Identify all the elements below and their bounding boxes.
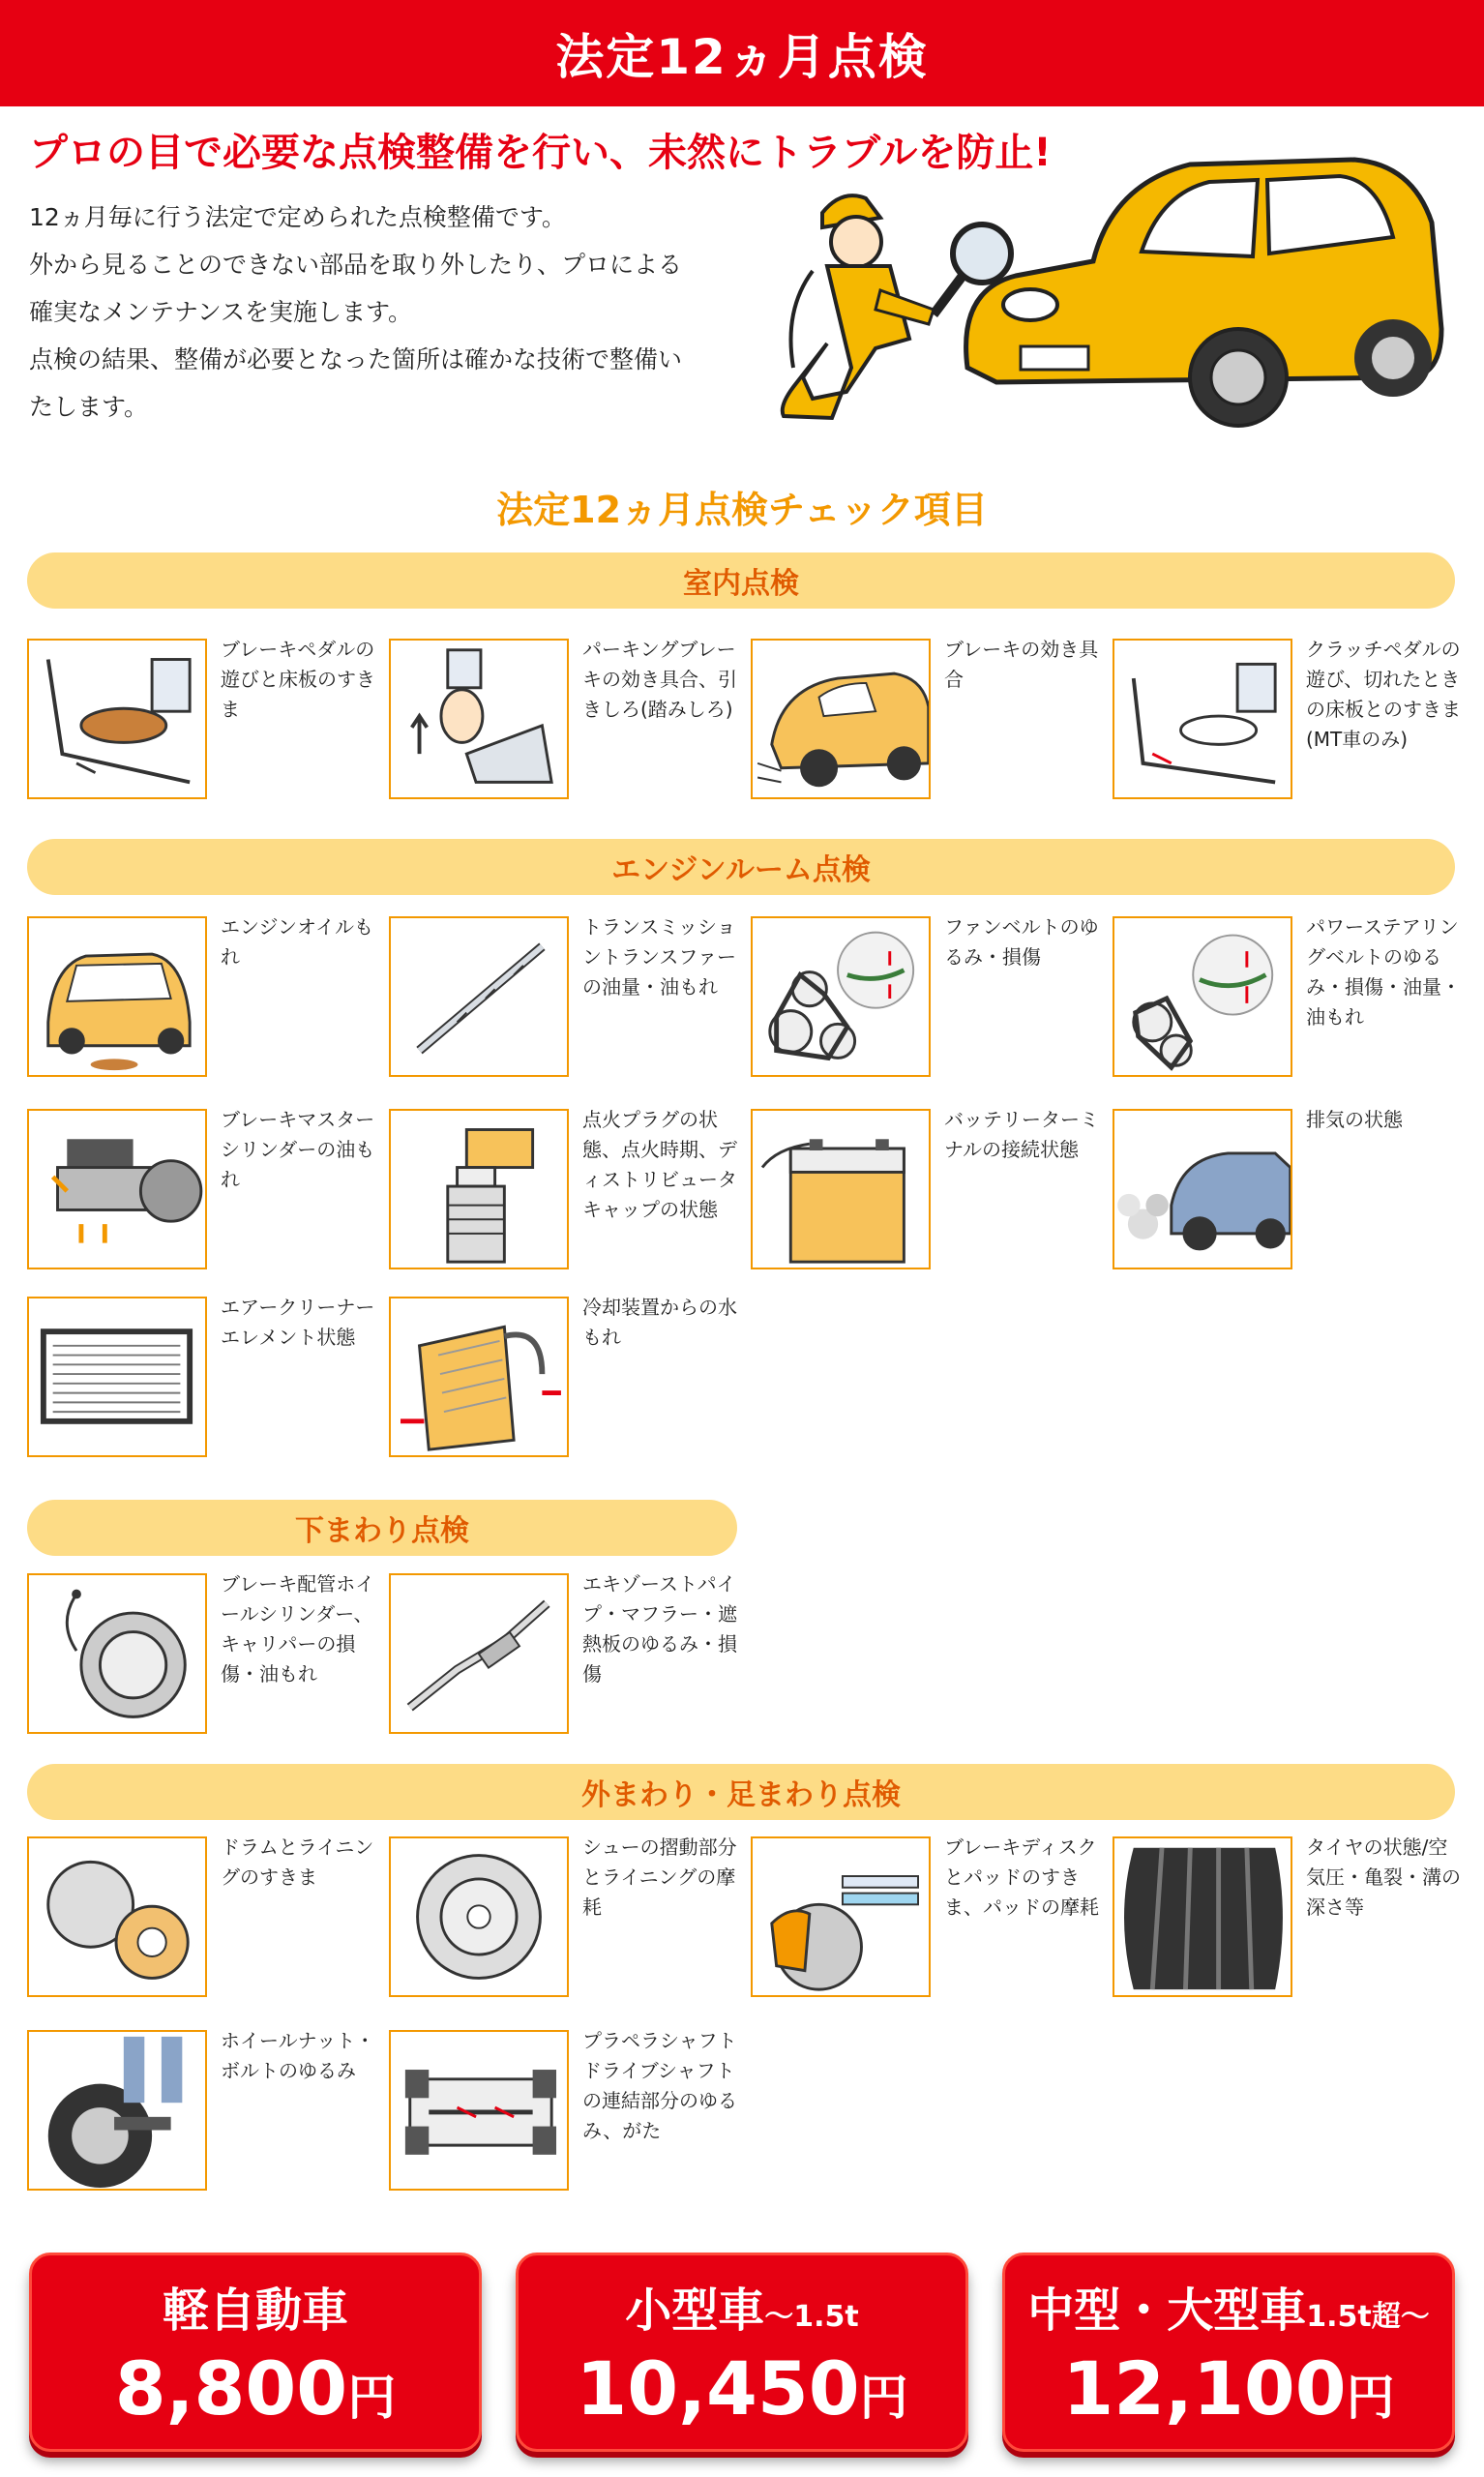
check-item-label: ブレーキマスターシリンダーの油もれ — [221, 1108, 375, 1191]
check-item — [1113, 1109, 1466, 1273]
check-item-label: トランスミッショントランスファーの油量・油もれ — [582, 915, 736, 999]
check-item — [27, 639, 380, 803]
amount-unit: 円 — [1346, 2370, 1395, 2426]
check-item-label: タイヤの状態/空気圧・亀裂・溝の深さ等 — [1306, 1835, 1461, 1919]
amount-unit: 円 — [347, 2370, 397, 2426]
category-name: 中型・大型車 — [1027, 2283, 1307, 2338]
check-item-label: エキゾーストパイプ・マフラー・遮熱板のゆるみ・損傷 — [582, 1572, 737, 1686]
check-item-label: 排気の状態 — [1306, 1108, 1403, 1131]
check-item-label: ドラムとライニングのすきま — [221, 1835, 374, 1889]
check-item-label: エンジンオイルもれ — [221, 915, 373, 969]
car-braking-icon — [751, 639, 931, 799]
price-card-small — [516, 2253, 968, 2452]
price-category — [32, 2273, 479, 2340]
amount-value: 12,100 — [1062, 2345, 1347, 2432]
check-item — [27, 916, 380, 1081]
check-item — [389, 1573, 742, 1738]
fan-belt-icon — [751, 916, 931, 1077]
brake-pedal-icon — [27, 639, 207, 799]
radiator-icon — [389, 1297, 569, 1457]
air-filter-icon — [27, 1297, 207, 1457]
brake-drum-icon — [27, 1573, 207, 1734]
check-item — [751, 1109, 1104, 1273]
check-item — [389, 639, 742, 803]
intro-line: 確実なメンテナンスを実施します。 — [29, 298, 413, 326]
check-item-label: バッテリーターミナルの接続状態 — [944, 1108, 1099, 1161]
check-item — [27, 1297, 380, 1461]
check-item — [389, 1109, 742, 1273]
parking-brake-icon — [389, 639, 569, 799]
check-item-label: ブレーキ配管ホイールシリンダー、キャリパーの損傷・油もれ — [221, 1572, 375, 1686]
intro-line: 外から見ることのできない部品を取り外したり、プロによる — [29, 251, 683, 279]
dipstick-icon — [389, 916, 569, 1077]
category-sub: 〜1.5t — [764, 2300, 859, 2334]
clutch-pedal-icon — [1113, 639, 1292, 799]
check-item — [1113, 916, 1466, 1081]
section-title: 室内点検 — [683, 567, 799, 601]
intro-text — [29, 194, 745, 431]
check-item — [389, 2030, 742, 2194]
price-amount — [32, 2345, 479, 2432]
mechanic-car-illustration — [774, 145, 1451, 445]
check-item — [27, 1836, 380, 2001]
check-item — [389, 916, 742, 1081]
category-name: 軽自動車 — [162, 2283, 348, 2338]
checklist-title: 法定12ヵ月点検チェック項目 — [496, 489, 988, 531]
exhaust-pipe-icon — [389, 1573, 569, 1734]
check-item-label: 冷却装置からの水もれ — [582, 1296, 737, 1349]
amount-value: 10,450 — [576, 2345, 860, 2432]
price-amount — [519, 2345, 965, 2432]
check-item — [751, 639, 1104, 803]
brake-shoe-icon — [389, 1836, 569, 1997]
intro-line: たします。 — [29, 393, 149, 421]
section-header-exterior — [27, 1764, 1455, 1820]
check-item — [27, 1573, 380, 1738]
check-item-label: プラペラシャフトドライブシャフトの連結部分のゆるみ、がた — [582, 2029, 737, 2142]
oil-leak-car-icon — [27, 916, 207, 1077]
check-item-label: ブレーキの効き具合 — [944, 638, 1099, 691]
drum-lining-icon — [27, 1836, 207, 1997]
section-header-undercarriage — [27, 1500, 737, 1556]
price-card-medium-large — [1002, 2253, 1455, 2452]
check-item — [27, 1109, 380, 1273]
check-item-label: ブレーキディスクとパッドのすきま、パッドの摩耗 — [944, 1835, 1099, 1919]
check-item-label: クラッチペダルの遊び、切れたときの床板とのすきま(MT車のみ) — [1306, 638, 1461, 751]
price-category — [1005, 2273, 1452, 2340]
check-item — [389, 1297, 742, 1461]
check-item — [27, 2030, 380, 2194]
check-item — [1113, 639, 1466, 803]
check-item-label: 点火プラグの状態、点火時期、ディストリビュータキャップの状態 — [582, 1108, 737, 1221]
check-item-label: パーキングブレーキの効き具合、引きしろ(踏みしろ) — [582, 638, 737, 721]
battery-icon — [751, 1109, 931, 1269]
section-title: 下まわり点検 — [295, 1514, 469, 1548]
check-item — [389, 1836, 742, 2001]
disc-brake-icon — [751, 1836, 931, 1997]
section-title: 外まわり・足まわり点検 — [581, 1778, 901, 1812]
section-header-interior — [27, 552, 1455, 609]
headline: プロの目で必要な点検整備を行い、未然にトラブルを防止! — [29, 131, 1052, 175]
master-cylinder-icon — [27, 1109, 207, 1269]
drive-shaft-icon — [389, 2030, 569, 2191]
check-item-label: ブレーキペダルの遊びと床板のすきま — [221, 638, 375, 721]
category-name: 小型車 — [625, 2283, 765, 2338]
intro-line: 12ヵ月毎に行う法定で定められた点検整備です。 — [29, 203, 566, 231]
page-banner — [0, 0, 1484, 106]
check-item-label: シューの摺動部分とライニングの摩耗 — [582, 1835, 737, 1919]
intro-line: 点検の結果、整備が必要となった箇所は確かな技術で整備い — [29, 345, 683, 373]
check-item — [751, 916, 1104, 1081]
page-title: 法定12ヵ月点検 — [555, 29, 929, 85]
check-item-label: パワーステアリングベルトのゆるみ・損傷・油量・油もれ — [1306, 915, 1461, 1029]
price-card-kei — [29, 2253, 482, 2452]
price-amount — [1005, 2345, 1452, 2432]
amount-value: 8,800 — [114, 2345, 348, 2432]
tire-icon — [1113, 1836, 1292, 1997]
section-title: エンジンルーム点検 — [611, 853, 871, 887]
amount-unit: 円 — [859, 2370, 908, 2426]
check-item — [1113, 1836, 1466, 2001]
spark-plug-icon — [389, 1109, 569, 1269]
wheel-nut-icon — [27, 2030, 207, 2191]
category-sub: 1.5t超〜 — [1306, 2300, 1430, 2334]
check-item — [751, 1836, 1104, 2001]
price-category — [519, 2273, 965, 2340]
check-item-label: ファンベルトのゆるみ・損傷 — [944, 915, 1099, 969]
exhaust-car-icon — [1113, 1109, 1292, 1269]
check-item-label: ホイールナット・ボルトのゆるみ — [221, 2029, 375, 2082]
power-steering-belt-icon — [1113, 916, 1292, 1077]
section-header-engine — [27, 839, 1455, 895]
check-item-label: エアークリーナーエレメント状態 — [221, 1296, 375, 1349]
